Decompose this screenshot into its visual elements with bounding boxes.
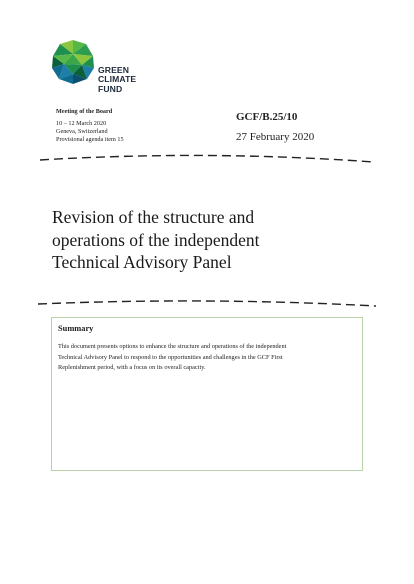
logo-wordmark [98, 66, 136, 94]
summary-line-2: Technical Advisory Panel to respond to the opportunities and challenges in the GCF First [58, 353, 283, 361]
summary-text [58, 342, 356, 374]
summary-line-3: Replenishment period, with a focus on its overall capacity. [58, 364, 206, 372]
bottom-dashed-divider [0, 294, 414, 314]
title-line-1: Revision of the structure and [52, 207, 255, 227]
logo-line-fund: FUND [98, 83, 123, 94]
meeting-location: Geneva, Switzerland [56, 128, 108, 135]
gcf-logo [50, 38, 170, 98]
document-date: 27 February 2020 [236, 131, 315, 143]
logo-line-green: GREEN [98, 65, 130, 75]
globe-icon [50, 38, 96, 86]
document-title [52, 206, 372, 274]
document-number: GCF/B.25/10 [236, 111, 298, 123]
summary-box [51, 317, 363, 471]
summary-line-1: This document presents options to enhance the structure and operations of the independent [58, 343, 287, 350]
meeting-title: Meeting of the Board [56, 108, 113, 115]
logo-line-climate: CLIMATE [98, 74, 137, 85]
meeting-info [56, 108, 124, 144]
title-line-2: operations of the independent [52, 229, 260, 250]
meeting-dates: 10 – 12 March 2020 [56, 120, 107, 127]
summary-heading: Summary [58, 324, 94, 333]
meeting-agenda-item: Provisional agenda item 15 [56, 136, 124, 143]
top-dashed-divider [0, 148, 414, 168]
title-line-3: Technical Advisory Panel [52, 252, 232, 272]
